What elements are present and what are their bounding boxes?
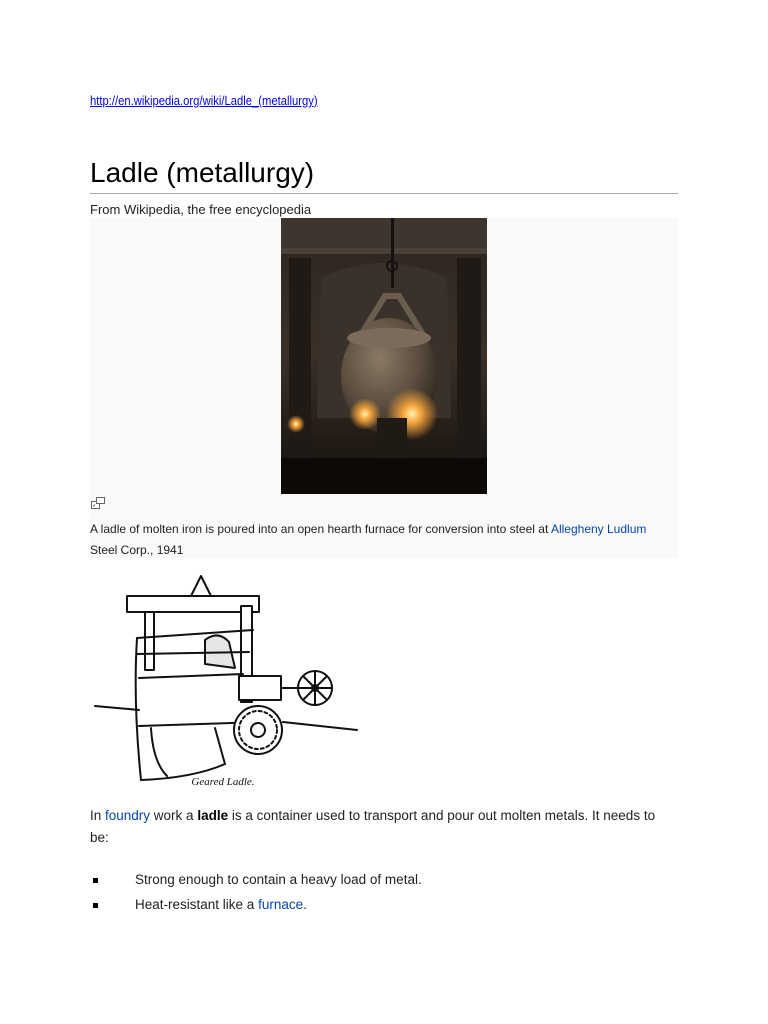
drawing-label: Geared Ladle. [191, 776, 255, 788]
caption-text: A ladle of molten iron is poured into an open hearth furnace for conversion into steel at [90, 522, 551, 536]
ladle-photo-graphic [281, 218, 487, 494]
list-item-text: Heat-resistant like a furnace. [135, 897, 307, 912]
geared-ladle-drawing [93, 572, 359, 794]
ladle-photo[interactable] [281, 218, 487, 494]
ladle-term: ladle [197, 808, 229, 823]
intro-paragraph [90, 805, 660, 849]
figure-caption [90, 519, 650, 561]
foundry-link[interactable]: foundry [105, 808, 151, 823]
bullet-icon [93, 903, 98, 908]
magnify-clip-icon[interactable] [91, 497, 105, 509]
list-item [90, 896, 690, 914]
furnace-link[interactable]: furnace [258, 897, 304, 912]
list-item-text: Strong enough to contain a heavy load of metal. [135, 872, 422, 887]
bullet-icon [93, 878, 98, 883]
list-item [90, 871, 690, 889]
page-title: Ladle (metallurgy) [90, 157, 315, 188]
intro-text: is a container used to transport and pour out molten metals. It needs to be: [90, 808, 656, 845]
title-divider [90, 193, 678, 194]
tagline: From Wikipedia, the free encyclopedia [90, 202, 312, 217]
source-url-link[interactable]: http://en.wikipedia.org/wiki/Ladle_(metallurgy) [90, 94, 318, 108]
intro-text: work a [150, 808, 198, 823]
allegheny-ludlum-link[interactable]: Allegheny Ludlum [550, 522, 647, 536]
intro-text: In [90, 808, 106, 823]
caption-text-end: Steel Corp., 1941 [90, 543, 184, 557]
